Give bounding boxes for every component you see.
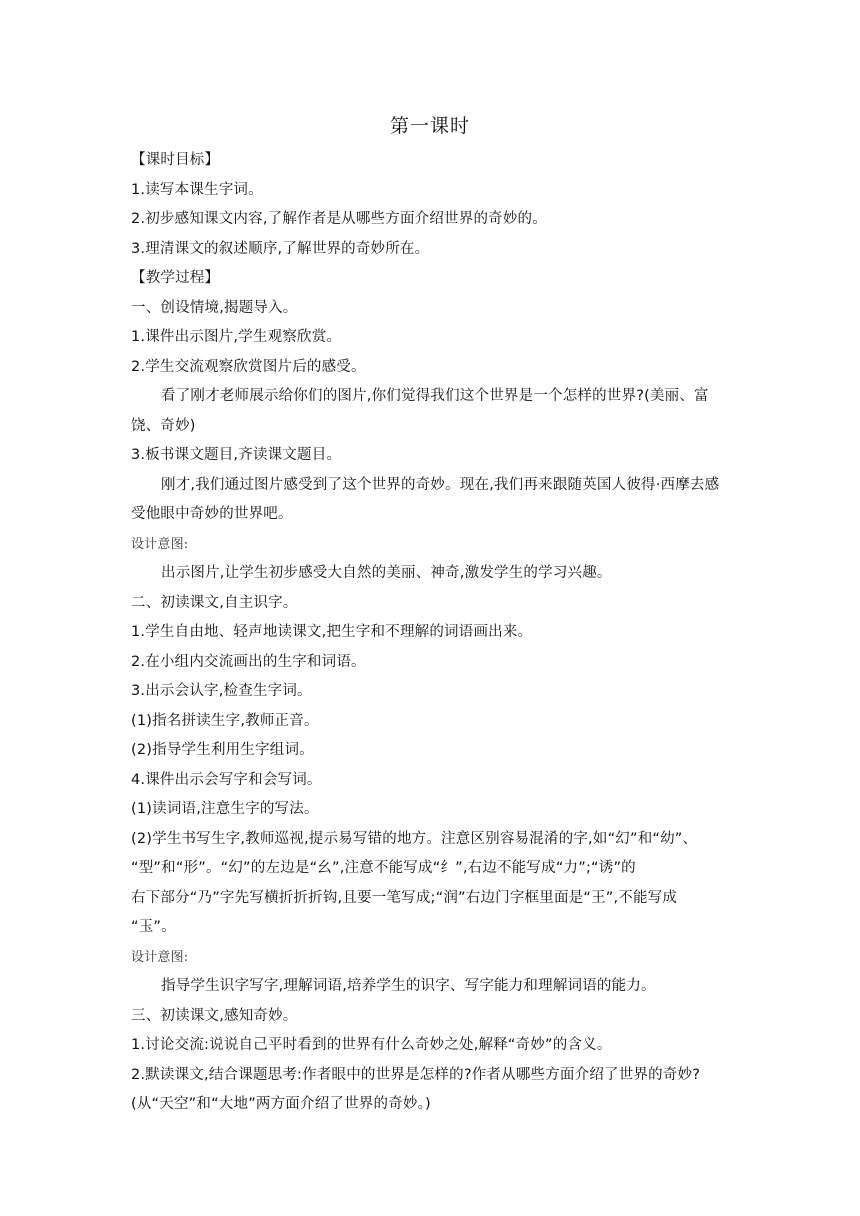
paragraph-line: 右下部分“乃”字先写横折折折钩,且要一笔写成;“润”右边门字框里面是“王”,不能写成	[131, 889, 678, 906]
document-body	[131, 146, 731, 1120]
page-title: 第一课时	[389, 115, 470, 137]
step-item: 1.课件出示图片,学生观察欣赏。	[131, 329, 342, 345]
section-heading-process: 【教学过程】	[131, 270, 220, 286]
design-intent-text: 指导学生识字写字,理解词语,培养学生的识字、写字能力和理解词语的能力。	[161, 978, 656, 994]
objective-item: 2.初步感知课文内容,了解作者是从哪些方面介绍世界的奇妙的。	[131, 211, 547, 227]
step-item: 1.学生自由地、轻声地读课文,把生字和不理解的词语画出来。	[131, 624, 533, 640]
step-item: 2.学生交流观察欣赏图片后的感受。	[131, 358, 366, 375]
step-item: 3.板书课文题目,齐读课文题目。	[131, 447, 342, 463]
paragraph-line: “型”和“形”。“幻”的左边是“幺”,注意不能写成“纟”,右边不能写成“力”;“诱”的	[131, 860, 636, 876]
sub-step-item: (1)指名拼读生字,教师正音。	[131, 712, 319, 729]
step-heading: 一、创设情境,揭题导入。	[131, 299, 298, 316]
objective-item: 1.读写本课生字词。	[131, 181, 263, 198]
paragraph-line: 看了刚才老师展示给你们的图片,你们觉得我们这个世界是一个怎样的世界?(美丽、富	[161, 388, 709, 404]
design-intent-label: 设计意图:	[131, 536, 189, 552]
sub-step-item: (1)读词语,注意生字的写法。	[131, 801, 319, 817]
design-intent-text: 出示图片,让学生初步感受大自然的美丽、神奇,激发学生的学习兴趣。	[161, 565, 612, 581]
paragraph-line: (从“天空”和“大地”两方面介绍了世界的奇妙。)	[131, 1096, 431, 1112]
step-item: 3.出示会认字,检查生字词。	[131, 683, 312, 699]
sub-step-item: (2)指导学生利用生字组词。	[131, 742, 314, 758]
objective-item: 3.理清课文的叙述顺序,了解世界的奇妙所在。	[131, 240, 430, 257]
step-item: 4.课件出示会写字和会写词。	[131, 771, 322, 788]
paragraph-line: 饶、奇妙)	[131, 417, 196, 434]
step-item: 2.默读课文,结合课题思考:作者眼中的世界是怎样的?作者从哪些方面介绍了世界的奇妙?	[131, 1066, 701, 1083]
section-heading-objectives: 【课时目标】	[131, 152, 220, 168]
design-intent-label: 设计意图:	[131, 949, 189, 965]
paragraph-line: 受他眼中奇妙的世界吧。	[131, 506, 293, 522]
paragraph-line: 刚才,我们通过图片感受到了这个世界的奇妙。现在,我们再来跟随英国人彼得·西摩去感	[161, 476, 720, 493]
step-item: 1.讨论交流:说说自己平时看到的世界有什么奇妙之处,解释“奇妙”的含义。	[131, 1037, 612, 1053]
step-heading: 二、初读课文,自主识字。	[131, 594, 298, 611]
paragraph-line: “玉”。	[131, 919, 176, 935]
step-heading: 三、初读课文,感知奇妙。	[131, 1007, 298, 1024]
step-item: 2.在小组内交流画出的生字和词语。	[131, 653, 366, 670]
sub-step-item: (2)学生书写生字,教师巡视,提示易写错的地方。注意区别容易混淆的字,如“幻”和“幼”、	[131, 830, 698, 847]
